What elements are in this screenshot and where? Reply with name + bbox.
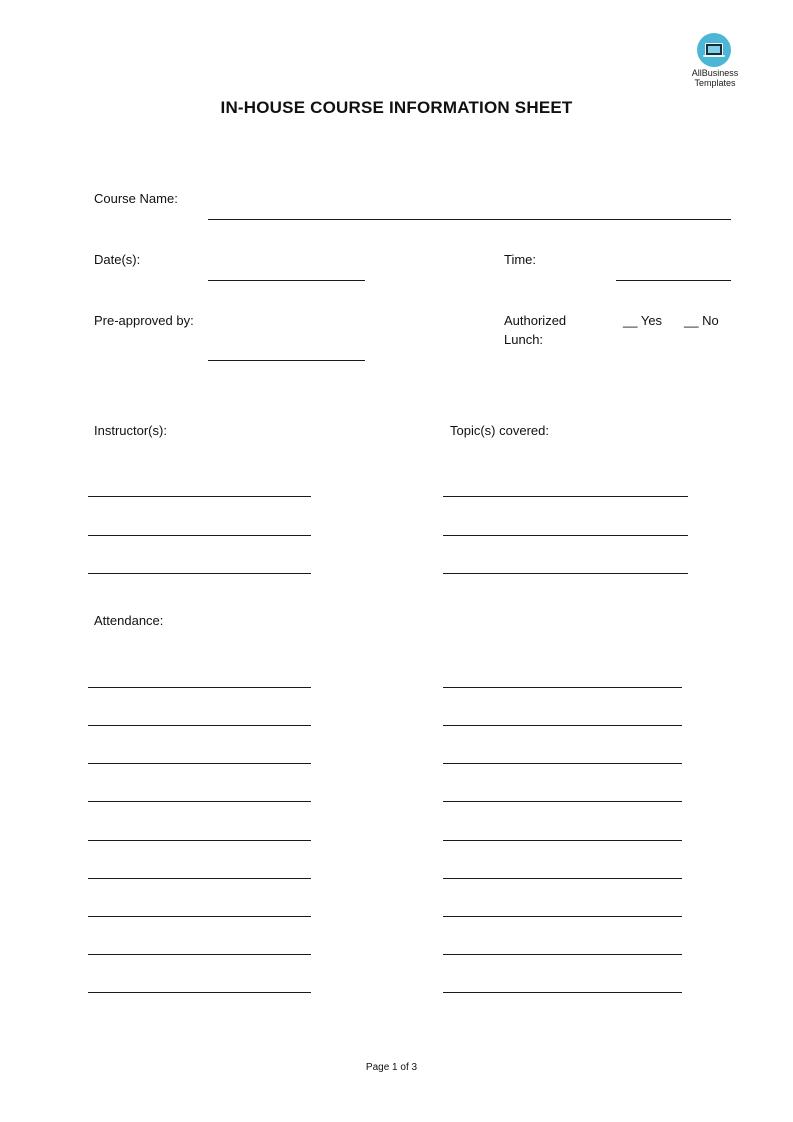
authorized-lunch-label-line2: Lunch: bbox=[504, 332, 544, 347]
lunch-yes-option[interactable]: __ Yes bbox=[623, 313, 663, 328]
attendance-line[interactable] bbox=[443, 878, 682, 879]
attendance-line[interactable] bbox=[443, 916, 682, 917]
topic-line[interactable] bbox=[443, 573, 688, 574]
course-name-label: Course Name: bbox=[94, 191, 178, 206]
dates-label: Date(s): bbox=[94, 252, 141, 267]
attendance-line[interactable] bbox=[88, 801, 311, 802]
attendance-line[interactable] bbox=[443, 801, 682, 802]
instructor-line[interactable] bbox=[88, 496, 311, 497]
lunch-no-option[interactable]: __ No bbox=[684, 313, 719, 328]
attendance-line[interactable] bbox=[88, 763, 311, 764]
attendance-line[interactable] bbox=[88, 878, 311, 879]
attendance-line[interactable] bbox=[443, 687, 682, 688]
logo-line-2: Templates bbox=[694, 78, 736, 88]
instructor-line[interactable] bbox=[88, 573, 311, 574]
logo-line-1: AllBusiness bbox=[691, 68, 739, 78]
authorized-lunch-label-line1: Authorized bbox=[504, 313, 567, 328]
instructor-line[interactable] bbox=[88, 535, 311, 536]
time-label: Time: bbox=[504, 252, 537, 267]
course-name-field[interactable] bbox=[208, 219, 731, 220]
document-title: IN-HOUSE COURSE INFORMATION SHEET bbox=[220, 98, 573, 117]
dates-field[interactable] bbox=[208, 280, 365, 281]
attendance-label: Attendance: bbox=[94, 613, 164, 628]
topic-line[interactable] bbox=[443, 535, 688, 536]
topic-line[interactable] bbox=[443, 496, 688, 497]
topics-label: Topic(s) covered: bbox=[450, 423, 549, 438]
attendance-line[interactable] bbox=[88, 992, 311, 993]
attendance-line[interactable] bbox=[443, 840, 682, 841]
pre-approved-label: Pre-approved by: bbox=[94, 313, 194, 328]
attendance-line[interactable] bbox=[443, 725, 682, 726]
logo-text bbox=[680, 68, 750, 88]
attendance-line[interactable] bbox=[88, 954, 311, 955]
attendance-line[interactable] bbox=[88, 687, 311, 688]
attendance-line[interactable] bbox=[88, 840, 311, 841]
attendance-line[interactable] bbox=[443, 763, 682, 764]
logo-laptop-icon bbox=[697, 33, 731, 67]
attendance-line[interactable] bbox=[443, 954, 682, 955]
attendance-line[interactable] bbox=[443, 992, 682, 993]
page-number: Page 1 of 3 bbox=[365, 1062, 418, 1073]
attendance-line[interactable] bbox=[88, 916, 311, 917]
attendance-line[interactable] bbox=[88, 725, 311, 726]
time-field[interactable] bbox=[616, 280, 731, 281]
pre-approved-field[interactable] bbox=[208, 360, 365, 361]
instructors-label: Instructor(s): bbox=[94, 423, 167, 438]
